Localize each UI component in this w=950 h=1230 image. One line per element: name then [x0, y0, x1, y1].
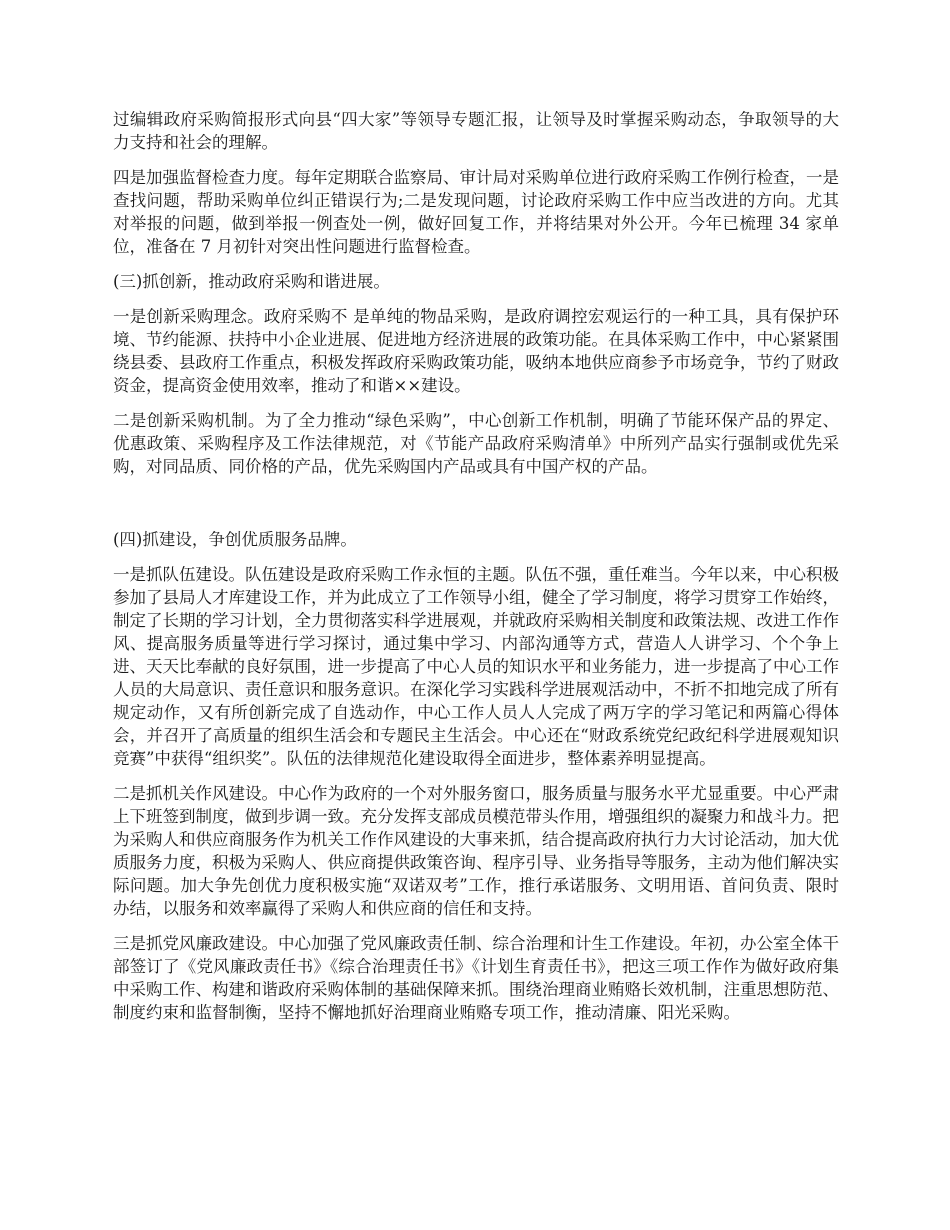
section-heading-innovation: (三)抓创新，推动政府采购和谐进展。 [113, 272, 390, 291]
paragraph-integrity: 三是抓党风廉政建设。中心加强了党风廉政责任制、综合治理和计生工作建设。年初，办公室全体干部签订了《党风廉政责任书》《综合治理责任书》《计划生育责任书》，把这三项工作作为做好政府集中采购工作、构建和谐政府采购体制的基础保障来抓。围绕治理商业贿赂长效机制，注重思想防范、制度约束和监督制衡，坚持不懈地抓好治理商业贿赂专项工作，推动清廉、阳光采购。 [113, 934, 839, 1022]
section-spacer [113, 490, 839, 528]
document-page [113, 108, 839, 1036]
paragraph-report-briefing: 过编辑政府采购简报形式向县“四大家”等领导专题汇报，让领导及时掌握采购动态，争取领导的大力支持和社会的理解。 [113, 110, 839, 152]
section-heading-construction: (四)抓建设，争创优质服务品牌。 [113, 530, 357, 549]
paragraph-innovation-concept: 一是创新采购理念。政府采购不 是单纯的物品采购，是政府调控宏观运行的一种工具，具有保护环境、节约能源、扶持中小企业进展、促进地方经济进展的政策功能。在具体采购工作中，中心紧紧围绕县委、县政府工作重点，积极发挥政府采购政策功能，吸纳本地供应商参予市场竞争，节约了财政资金，提高资金使用效率，推动了和谐××建设。 [113, 307, 839, 395]
paragraph-innovation-mechanism: 二是创新采购机制。为了全力推动“绿色采购”，中心创新工作机制，明确了节能环保产品的界定、优惠政策、采购程序及工作法律规范，对《节能产品政府采购清单》中所列产品实行强制或优先采购，对同品质、同价格的产品，优先采购国内产品或具有中国产权的产品。 [113, 411, 839, 476]
paragraph-team-building: 一是抓队伍建设。队伍建设是政府采购工作永恒的主题。队伍不强，重任难当。今年以来，中心积极参加了县局人才库建设工作，并为此成立了工作领导小组，健全了学习制度，将学习贯穿工作始终，制定了长期的学习计划，全力贯彻落实科学进展观，并就政府采购相关制度和政策法规、改进工作作风、提高服务质量等进行学习探讨，通过集中学习、内部沟通等方式，营造人人讲学习、个个争上进、天天比奉献的良好氛围，进一步提高了中心人员的知识水平和业务能力，进一步提高了中心工作人员的大局意识、责任意识和服务意识。在深化学习实践科学进展观活动中，不折不扣地完成了所有规定动作，又有所创新完成了自选动作，中心工作人员人人完成了两万字的学习笔记和两篇心得体会，并召开了高质量的组织生活会和专题民主生活会。中心还在“财政系统党纪政纪科学进展观知识竞赛”中获得“组织奖”。队伍的法律规范化建设取得全面进步，整体素养明显提高。 [113, 565, 839, 768]
paragraph-supervision: 四是加强监督检查力度。每年定期联合监察局、审计局对采购单位进行政府采购工作例行检查，一是查找问题，帮助采购单位纠正错误行为;二是发现问题，讨论政府采购工作中应当改进的方向。尤其对举报的问题，做到举报一例查处一例，做好回复工作，并将结果对外公开。今年已梳理 34 家单位，准备在 7 月初针对突出性问题进行监督检查。 [113, 168, 839, 256]
paragraph-work-style: 二是抓机关作风建设。中心作为政府的一个对外服务窗口，服务质量与服务水平尤显重要。中心严肃上下班签到制度，做到步调一致。充分发挥支部成员模范带头作用，增强组织的凝聚力和战斗力。把为采购人和供应商服务作为机关工作作风建设的大事来抓，结合提高政府执行力大讨论活动，加大优质服务力度，积极为采购人、供应商提供政策咨询、程序引导、业务指导等服务，主动为他们解决实际问题。加大争先创优力度积极实施“双诺双考”工作，推行承诺服务、文明用语、首问负责、限时办结，以服务和效率赢得了采购人和供应商的信任和支持。 [113, 784, 839, 918]
